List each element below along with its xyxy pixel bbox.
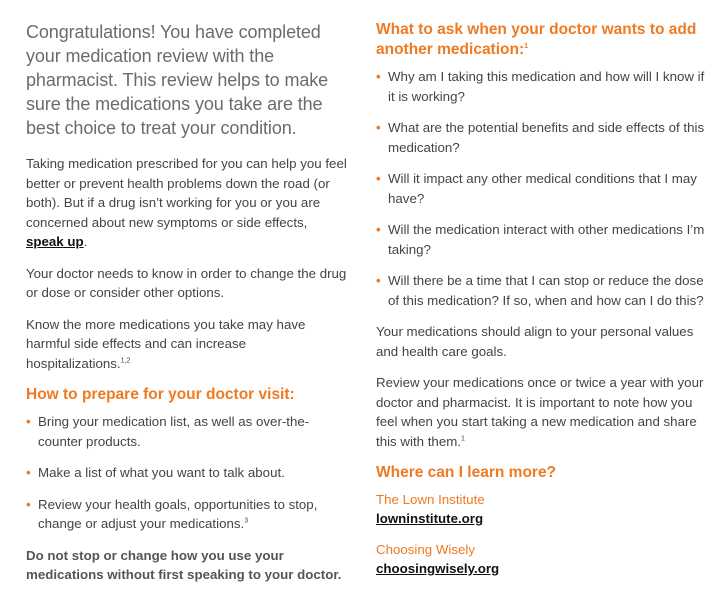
resource-name-lown: The Lown Institute <box>376 492 485 507</box>
list-item-text: What are the potential benefits and side effects of this medication? <box>388 120 705 155</box>
list-item-text: Will it impact any other medical conditions that I may have? <box>388 171 697 206</box>
list-item <box>26 495 348 534</box>
list-item-text: Review your health goals, opportunities to stop, change or adjust your medications. <box>38 496 318 531</box>
list-item <box>26 412 348 451</box>
paragraph-speak-up <box>26 154 348 252</box>
footnote-ref: 1,2 <box>120 357 131 365</box>
paragraph-text: Know the more medications you take may have harmful side effects and can increase hospitalizations. <box>26 316 306 371</box>
footnote-ref: 3 <box>244 517 249 525</box>
paragraph-align-values: Your medications should align to your personal values and health care goals. <box>376 324 694 359</box>
left-column <box>26 20 348 585</box>
paragraph-text: Taking medication prescribed for you can help you feel better or prevent health problems down the road (or both). But if a drug isn’t working for you or you are concerned about new symptoms or side effects, <box>26 156 347 230</box>
choosing-wisely-link[interactable]: choosingwisely.org <box>376 561 500 576</box>
prepare-list <box>26 412 348 534</box>
bullet-icon: • <box>26 414 31 429</box>
list-item <box>26 463 348 483</box>
list-item <box>376 220 712 259</box>
footnote-ref: 1 <box>460 435 465 443</box>
lown-institute-link[interactable]: lowninstitute.org <box>376 511 484 526</box>
list-item-text: Will the medication interact with other medications I’m taking? <box>388 222 705 257</box>
prepare-heading: How to prepare for your doctor visit: <box>26 386 295 403</box>
resource-link-choosing-wisely <box>376 559 712 578</box>
resource-name-choosing-wisely: Choosing Wisely <box>376 542 476 557</box>
learn-more-heading: Where can I learn more? <box>376 464 557 481</box>
list-item-text: Bring your medication list, as well as over-the-counter products. <box>38 414 310 449</box>
list-item-text: Why am I taking this medication and how will I know if it is working? <box>388 69 705 104</box>
list-item <box>376 271 712 310</box>
paragraph-doctor-needs: Your doctor needs to know in order to change the drug or dose or consider other options. <box>26 265 347 300</box>
heading-text: What to ask when your doctor wants to add another medication: <box>376 21 697 58</box>
right-column <box>376 20 712 590</box>
bullet-icon: • <box>376 171 381 186</box>
paragraph-side-effects <box>26 315 348 374</box>
list-item <box>376 67 712 106</box>
bullet-icon: • <box>376 273 381 288</box>
intro-text: Congratulations! You have completed your medication review with the pharmacist. This review helps to make sure the medications you take are the best choice to treat your condition. <box>26 22 329 138</box>
bullet-icon: • <box>376 69 381 84</box>
ask-doctor-heading <box>376 20 712 60</box>
list-item-text: Make a list of what you want to talk about. <box>38 465 285 480</box>
list-item-text: Will there be a time that I can stop or reduce the dose of this medication? If so, when and how can I do this? <box>388 273 704 308</box>
warning-note: Do not stop or change how you use your medications without first speaking to your doctor. <box>26 547 342 582</box>
questions-list <box>376 67 712 310</box>
bullet-icon: • <box>376 222 381 237</box>
speak-up-link[interactable]: speak up <box>26 234 84 249</box>
list-item <box>376 169 712 208</box>
paragraph-review-yearly <box>376 373 712 451</box>
paragraph-text: Review your medications once or twice a year with your doctor and pharmacist. It is important to note how you feel when you start taking a new medication and share this with them. <box>376 375 704 449</box>
bullet-icon: • <box>26 465 31 480</box>
bullet-icon: • <box>26 496 31 512</box>
list-item <box>376 118 712 157</box>
footnote-ref: 1 <box>524 42 529 50</box>
resource-link-lown <box>376 509 712 528</box>
bullet-icon: • <box>376 120 381 135</box>
paragraph-end: . <box>83 234 88 249</box>
